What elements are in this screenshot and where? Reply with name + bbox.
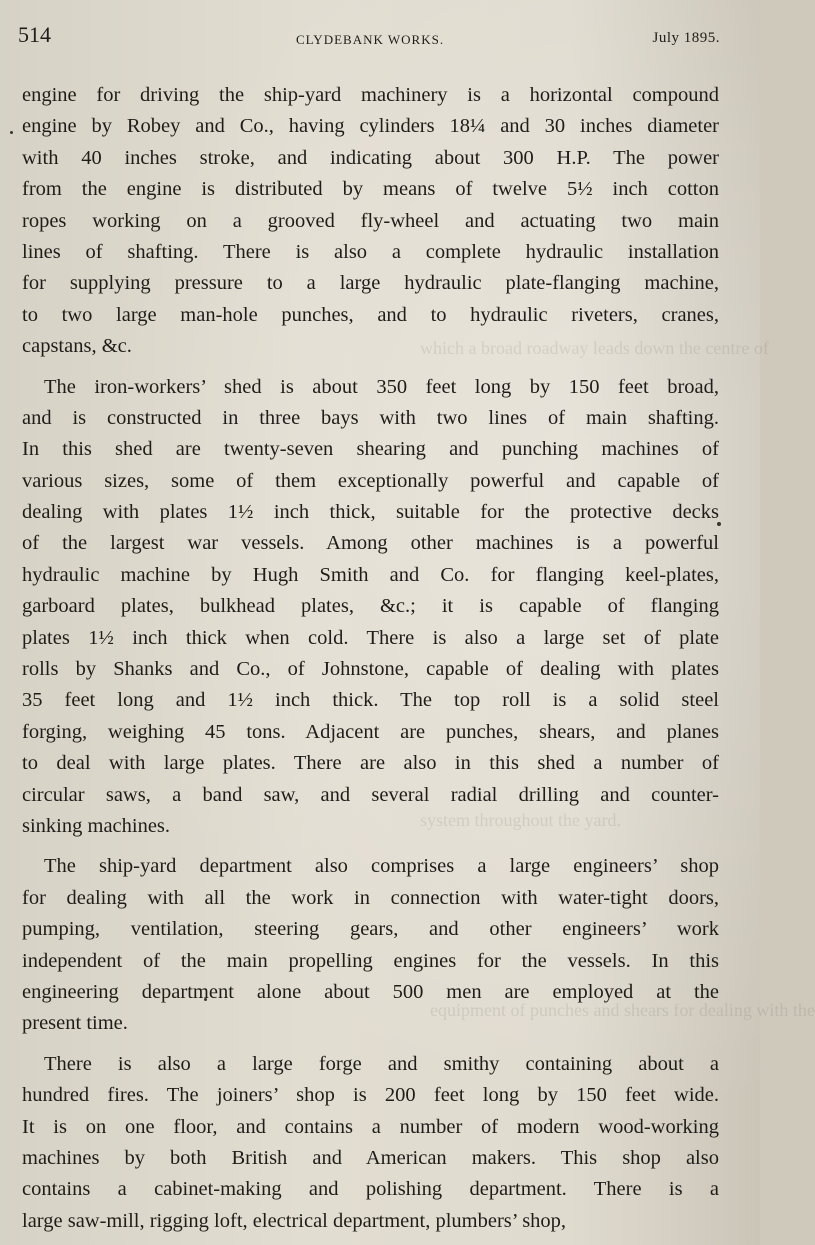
text-line: sinking machines. bbox=[22, 814, 171, 837]
text-line: It is on one floor, and contains a number of modern wood-working bbox=[22, 1115, 719, 1138]
text-line: plates 1½ inch thick when cold. There is also a large set of plate bbox=[22, 626, 719, 649]
ink-speck bbox=[10, 131, 13, 134]
text-line: for supplying pressure to a large hydraulic plate-flanging machine, bbox=[22, 272, 719, 295]
text-line: for dealing with all the work in connection with water-tight doors, bbox=[22, 886, 719, 909]
text-line: and is constructed in three bays with two lines of main shafting. bbox=[22, 406, 719, 429]
text-line: contains a cabinet-making and polishing department. There is a bbox=[22, 1178, 719, 1201]
paragraph bbox=[22, 851, 719, 1039]
paragraph bbox=[22, 1049, 719, 1237]
text-line: In this shed are twenty-seven shearing and punching machines of bbox=[22, 438, 719, 461]
text-line: dealing with plates 1½ inch thick, suitable for the protective decks bbox=[22, 501, 719, 524]
text-line: rolls by Shanks and Co., of Johnstone, capable of dealing with plates bbox=[22, 658, 719, 681]
text-line: engine by Robey and Co., having cylinders 18¼ and 30 inches diameter bbox=[22, 115, 719, 138]
text-line: hydraulic machine by Hugh Smith and Co. for flanging keel-plates, bbox=[22, 563, 719, 586]
text-line: lines of shafting. There is also a complete hydraulic installation bbox=[22, 240, 719, 263]
running-title: CLYDEBANK WORKS. bbox=[296, 32, 445, 47]
text-line: The ship-yard department also comprises a large engineers’ shop bbox=[44, 855, 719, 878]
text-line: to two large man-hole punches, and to hydraulic riveters, cranes, bbox=[22, 303, 719, 326]
text-line: present time. bbox=[22, 1012, 128, 1035]
text-line: from the engine is distributed by means of twelve 5½ inch cotton bbox=[22, 178, 719, 201]
text-line: large saw-mill, rigging loft, electrical department, plumbers’ shop, bbox=[22, 1209, 567, 1232]
paragraph-gap bbox=[22, 1040, 719, 1049]
paragraph-gap bbox=[22, 842, 719, 851]
text-line: The iron-workers’ shed is about 350 feet long by 150 feet broad, bbox=[44, 375, 719, 398]
paragraph bbox=[22, 80, 719, 363]
text-line: ropes working on a grooved fly-wheel and actuating two main bbox=[22, 209, 719, 232]
text-line: with 40 inches stroke, and indicating about 300 H.P. The power bbox=[22, 146, 719, 169]
text-line: garboard plates, bulkhead plates, &c.; it is capable of flanging bbox=[22, 595, 719, 618]
text-line: There is also a large forge and smithy containing about a bbox=[44, 1052, 719, 1075]
text-line: machines by both British and American makers. This shop also bbox=[22, 1146, 719, 1169]
text-line: 35 feet long and 1½ inch thick. The top roll is a solid steel bbox=[22, 689, 719, 712]
text-line: various sizes, some of them exceptionally powerful and capable of bbox=[22, 469, 719, 492]
text-line: engine for driving the ship-yard machinery is a horizontal compound bbox=[22, 84, 719, 106]
text-line: capstans, &c. bbox=[22, 335, 132, 358]
text-line: pumping, ventilation, steering gears, and other engineers’ work bbox=[22, 918, 719, 941]
paragraph bbox=[22, 372, 719, 843]
show-through-text: equipment of punches and shears for dealing with the bbox=[430, 1000, 815, 1020]
show-through-text: which a broad roadway leads down the centre of bbox=[420, 338, 769, 358]
text-line: independent of the main propelling engines for the vessels. In this bbox=[22, 949, 719, 972]
text-line: forging, weighing 45 tons. Adjacent are punches, shears, and planes bbox=[22, 720, 719, 743]
page-number: 514 bbox=[18, 22, 51, 47]
text-line: hundred fires. The joiners’ shop is 200 feet long by 150 feet wide. bbox=[22, 1084, 719, 1107]
text-line: of the largest war vessels. Among other machines is a powerful bbox=[22, 532, 719, 555]
paragraph-gap bbox=[22, 363, 719, 372]
text-line: to deal with large plates. There are also in this shed a number of bbox=[22, 752, 719, 775]
text-line: engineering department alone about 500 men are employed at the bbox=[22, 980, 719, 1003]
running-head bbox=[18, 22, 720, 52]
running-date: July 1895. bbox=[652, 30, 720, 46]
body-text bbox=[22, 80, 719, 1237]
show-through-text: system throughout the yard. bbox=[420, 810, 621, 830]
text-line: circular saws, a band saw, and several radial drilling and counter- bbox=[22, 783, 719, 806]
